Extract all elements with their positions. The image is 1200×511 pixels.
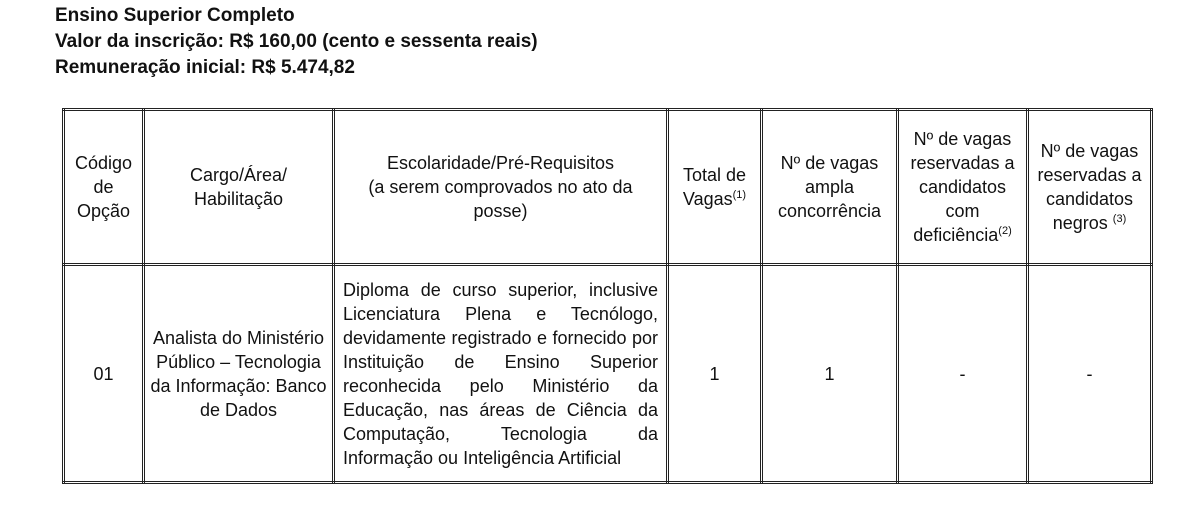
- footnote-1: (1): [732, 189, 747, 201]
- header-negros: Nº de vagas reservadas a candidatos negros $^{(3)}$: [1028, 110, 1152, 265]
- vacancies-table: [62, 108, 1153, 484]
- header-ampla-concorrencia: Nº de vagas ampla concorrência: [762, 110, 898, 265]
- document-header: [55, 3, 538, 81]
- cell-negros: -: [1028, 265, 1152, 483]
- header-escolaridade: [334, 110, 668, 265]
- cell-ampla: 1: [762, 265, 898, 483]
- header-codigo: Código de Opção: [64, 110, 144, 265]
- cell-requisitos: Diploma de curso superior, inclusive Licenciatura Plena e Tecnólogo, devidamente registrado e fornecido por Instituição de Ensino Superior reconhecida pelo Ministério da Educação, nas áreas de Ciência da Computação, Tecnologia da Informação ou Inteligência Artificial: [334, 265, 668, 483]
- header-total-vagas: Total de Vagas$^{(1)}$: [668, 110, 762, 265]
- header-escolaridade-note: (a serem comprovados no ato da posse): [368, 177, 633, 221]
- footnote-3: (3): [1112, 213, 1127, 225]
- table-header-row: [64, 110, 1152, 265]
- cell-cargo: Analista do Ministério Público – Tecnologia da Informação: Banco de Dados: [144, 265, 334, 483]
- table-row: [64, 265, 1152, 483]
- cell-total: 1: [668, 265, 762, 483]
- footnote-2: (2): [998, 225, 1012, 237]
- cell-codigo: 01: [64, 265, 144, 483]
- header-deficiencia: Nº de vagas reservadas a candidatos com deficiência$^{(2)}$: [898, 110, 1028, 265]
- cell-deficiencia: -: [898, 265, 1028, 483]
- header-cargo: Cargo/Área/ Habilitação: [144, 110, 334, 265]
- header-escolaridade-title: Escolaridade/Pré-Requisitos: [386, 153, 615, 173]
- initial-salary: Remuneração inicial: R$ 5.474,82: [55, 57, 355, 78]
- registration-fee: Valor da inscrição: R$ 160,00 (cento e sessenta reais): [55, 31, 538, 52]
- education-level-title: Ensino Superior Completo: [55, 5, 295, 26]
